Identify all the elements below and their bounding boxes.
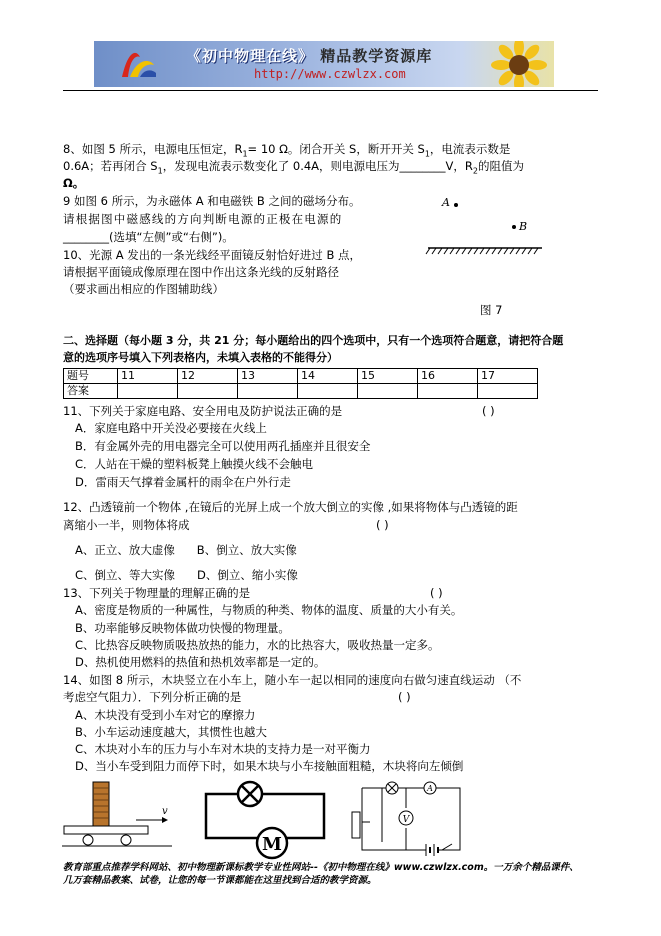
q13-bracket: ( ) xyxy=(430,586,443,600)
q13-option-d: D、热机使用燃料的热值和热机效率都是一定的。 xyxy=(75,655,326,669)
q10-line1: 10、光源 A 发出的一条光线经平面镜反射恰好进过 B 点， xyxy=(63,248,362,262)
answer-cell-17[interactable] xyxy=(478,384,538,399)
answer-table-answer-label: 答案 xyxy=(64,384,118,399)
fig7-point-b xyxy=(512,225,516,229)
q14-option-d: D、当小车受到阻力而停下时，如果木块与小车接触面粗糙，木块将向左倾倒 xyxy=(75,759,464,773)
section2-line2: 意的选项序号填入下列表格内，未填入表格的不能得分） xyxy=(63,351,338,364)
q9-line3: ________(选填“左侧”或“右侧”)。 xyxy=(63,230,234,244)
answer-table-num-14: 14 xyxy=(298,369,358,384)
q11-stem: 11、下列关于家庭电路、安全用电及防护说法正确的是 xyxy=(63,404,343,418)
q14-option-b: B、小车运动速度越大，其惯性也越大 xyxy=(75,725,267,739)
fig7-label-b: B xyxy=(519,220,528,233)
q8-text-b: = 10 Ω。闭合开关 S，断开开关 S xyxy=(247,142,425,156)
q10-line3: （要求画出相应的作图辅助线） xyxy=(63,282,224,296)
footer-line2: 几万套精品教案、试卷，让您的每一节课都能在这里找到合适的教学资源。 xyxy=(63,875,377,886)
answer-cell-14[interactable] xyxy=(298,384,358,399)
q13-option-c: C、比热容反映物质吸热放热的能力，水的比热容大，吸收热量一定多。 xyxy=(75,638,440,652)
q9-line2: 请根据图中磁感线的方向判断电源的正极在电源的 xyxy=(63,212,343,226)
answer-table-num-13: 13 xyxy=(238,369,298,384)
velocity-arrowhead xyxy=(162,817,168,823)
motor-label: M xyxy=(262,834,282,855)
answer-table-num-16: 16 xyxy=(418,369,478,384)
q13-stem: 13、下列关于物理量的理解正确的是 xyxy=(63,586,251,600)
answer-table-answer-row xyxy=(64,384,538,399)
q8-sub-4: 2 xyxy=(472,166,478,176)
sunflower-image xyxy=(484,41,554,87)
header-rule xyxy=(63,90,598,91)
q11-option-d: D．雷雨天气撑着金属杆的雨伞在户外行走 xyxy=(75,475,291,489)
cart-wheel-left xyxy=(83,835,93,845)
site-logo xyxy=(118,47,158,81)
answer-table-num-12: 12 xyxy=(178,369,238,384)
q8-text-c: ，电流表示数是 xyxy=(429,142,511,156)
q10-line2: 请根据平面镜成像原理在图中作出这条光线的反射路径 xyxy=(63,265,339,279)
banner-title xyxy=(186,45,432,66)
answer-cell-11[interactable] xyxy=(118,384,178,399)
q8-sub-2: 1 xyxy=(424,149,430,159)
q12-line2: 离缩小一半，则物体将成 xyxy=(63,518,190,532)
q13-option-b: B、功率能够反映物体做功快慢的物理量。 xyxy=(75,621,290,635)
q11-option-c: C．人站在干燥的塑料板凳上触摸火线不会触电 xyxy=(75,457,314,471)
switch-icon xyxy=(442,844,452,850)
q12-options-ab: A、正立、放大虚像 B、倒立、放大实像 xyxy=(75,543,297,557)
section2-line1: 二、选择题（每小题 3 分，共 21 分；每小题给出的四个选项中，只有一个选项符合题意，请把符合题 xyxy=(63,334,564,347)
banner-title-library: 精品教学资源库 xyxy=(320,47,433,65)
q12-options-cd: C、倒立、等大实像 D、倒立、缩小实像 xyxy=(75,568,298,582)
answer-cell-13[interactable] xyxy=(238,384,298,399)
q11-bracket: ( ) xyxy=(482,404,495,418)
answer-table-num-15: 15 xyxy=(358,369,418,384)
q14-option-a: A、木块没有受到小车对它的摩擦力 xyxy=(75,708,256,722)
fig7-mirror-hatch xyxy=(426,248,538,254)
banner-title-site: 《初中物理在线》 xyxy=(186,47,315,65)
q8-sub-1: 1 xyxy=(242,149,248,159)
q8-text-d: 0.6A；若再闭合 S xyxy=(63,159,158,173)
cart-body xyxy=(64,826,148,834)
q12-bracket: ( ) xyxy=(376,518,389,532)
answer-table-header-row xyxy=(64,369,538,384)
q8-sub-3: 1 xyxy=(157,166,163,176)
q14-option-c: C、木块对小车的压力与小车对木块的支持力是一对平衡力 xyxy=(75,742,371,756)
wood-block xyxy=(93,782,109,826)
q11-option-a: A．家庭电路中开关没必要接在火线上 xyxy=(75,421,267,435)
ammeter-label: A xyxy=(427,784,433,793)
fig7-label-a: A xyxy=(442,196,450,209)
q8-text-f: 的阻值为 xyxy=(477,159,524,173)
figure-motor-circuit xyxy=(200,780,330,860)
rheostat-icon xyxy=(352,812,360,838)
figure-7-mirror xyxy=(420,192,550,262)
q13-option-a: A、密度是物质的一种属性，与物质的种类、物体的温度、质量的大小有关。 xyxy=(75,603,463,617)
q14-line2: 考虑空气阻力）．下列分析正确的是 xyxy=(63,690,242,704)
cart-wheel-right xyxy=(121,835,131,845)
q12-line1: 12、凸透镜前一个物体 ,在镜后的光屏上成一个放大倒立的实像 ,如果将物体与凸透镜的距 xyxy=(63,500,518,514)
answer-cell-12[interactable] xyxy=(178,384,238,399)
answer-cell-16[interactable] xyxy=(418,384,478,399)
q8-text-a: 8、如图 5 所示，电源电压恒定，R xyxy=(63,142,243,156)
header-banner xyxy=(94,41,554,87)
fig7-point-a xyxy=(454,203,458,207)
answer-cell-15[interactable] xyxy=(358,384,418,399)
q14-line1: 14、如图 8 所示，木块竖立在小车上，随小车一起以相同的速度向右做匀速直线运动 （不 xyxy=(63,673,522,687)
page-footer xyxy=(63,861,579,887)
answer-table-num-11: 11 xyxy=(118,369,178,384)
figure-meter-circuit xyxy=(342,778,467,860)
q11-option-b: B．有金属外壳的用电器完全可以使用两孔插座并且很安全 xyxy=(75,439,371,453)
figure-8-cart xyxy=(62,780,174,852)
q8-line2 xyxy=(63,158,524,179)
fig7-caption: 图 7 xyxy=(480,303,503,317)
q9-line1: 9 如图 6 所示，为永磁体 A 和电磁铁 B 之间的磁场分布。 xyxy=(63,194,361,208)
q14-bracket: ( ) xyxy=(398,690,411,704)
voltmeter-label: V xyxy=(402,815,410,825)
footer-line1: 教育部重点推荐学科网站、初中物理新课标教学专业性网站--《初中物理在线》www.czwlzx.com。一万余个精品课件、 xyxy=(63,862,579,873)
q8-text-e: ，发现电流表示数变化了 0.4A，则电源电压为________V，R xyxy=(162,159,473,173)
q8-line3: Ω。 xyxy=(63,176,85,190)
velocity-label: v xyxy=(162,806,168,817)
answer-table-header-label: 题号 xyxy=(64,369,118,384)
banner-url[interactable]: http://www.czwlzx.com xyxy=(254,67,406,81)
answer-table-num-17: 17 xyxy=(478,369,538,384)
answer-table xyxy=(63,368,538,399)
